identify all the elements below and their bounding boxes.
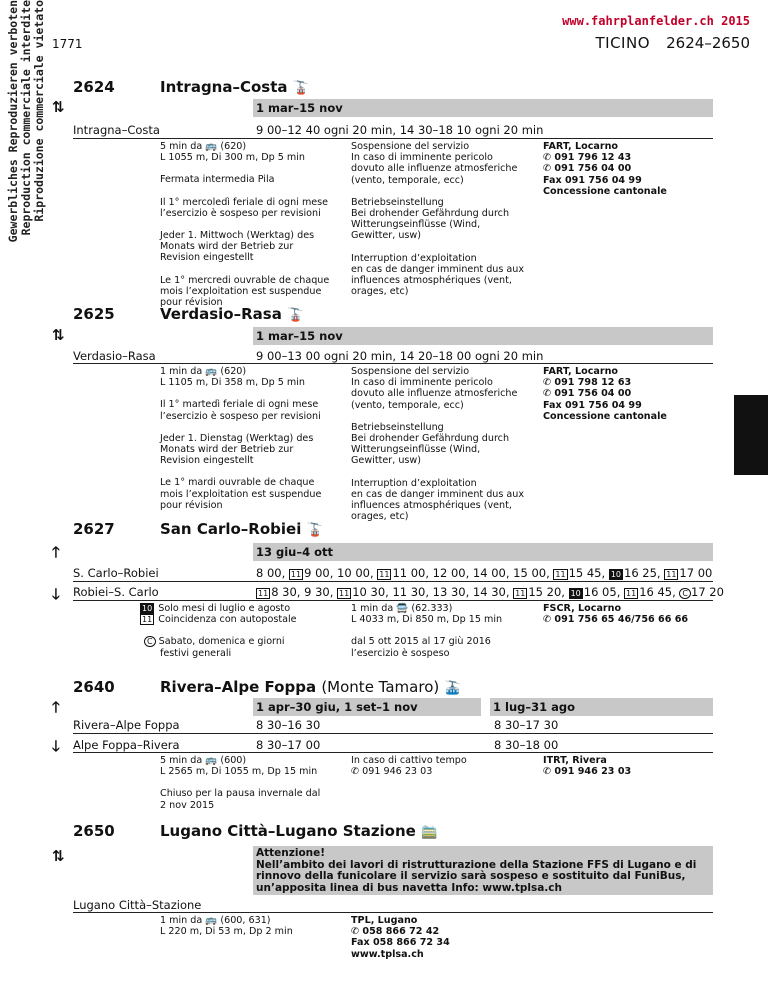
- margin-line-1: Gewerbliches Reproduzieren verboten: [6, 0, 20, 243]
- up-arrow-icon: 🡑: [52, 698, 60, 716]
- stop-name: Verdasio–Rasa: [73, 349, 156, 363]
- range-label: 2624–2650: [666, 34, 750, 52]
- section-number: 2650: [73, 822, 115, 840]
- divider: [73, 733, 713, 734]
- timetable-down: 11 8 30, 9 30, 11 10 30, 11 30, 13 30, 14 30, 11 15 20, 10 16 05, 11 16 45, C 17 20: [258, 585, 724, 599]
- timetable: 8 30–17 30: [494, 718, 559, 732]
- operator-info: FSCR, Locarno ✆ 091 756 65 46/756 66 66: [543, 603, 689, 626]
- cable-car-icon: 🚡: [306, 523, 323, 538]
- bus-icon: 🚌: [205, 755, 218, 766]
- timetable: 8 30–16 30: [256, 718, 321, 732]
- down-arrow-icon: 🡓: [52, 737, 60, 755]
- tab-marker: [734, 395, 768, 475]
- divider: [73, 581, 713, 582]
- period-bar: 1 lug–31 ago: [490, 698, 713, 716]
- notes-col2: In caso di cattivo tempo ✆ 091 946 23 03: [351, 755, 467, 778]
- margin-notice: [6, 0, 46, 300]
- timetable: 8 30–18 00: [494, 738, 559, 752]
- up-arrow-icon: 🡑: [52, 543, 60, 561]
- notes-col2: Sospensione del servizio In caso di imminente pericolo dovuto alle influenze atmosferiche (vento, temporale, ecc) Betriebseinstellung Bei drohender Gefährdung durch Witterungseinflüsse (Wind, Gewitter, usw) Interruption d’exploitation en cas de danger imminent dus aux influences atmosphériques (vent, orages, etc): [351, 141, 525, 298]
- chairlift-icon: 🚠: [444, 681, 461, 696]
- timetable: 9 00–12 40 ogni 20 min, 14 30–18 10 ogni 20 min: [256, 123, 544, 137]
- timetable: 8 30–17 00: [256, 738, 321, 752]
- both-directions-icon: ⇅: [52, 98, 65, 116]
- stop-name: S. Carlo–Robiei: [73, 566, 159, 580]
- section-title: San Carlo–Robiei 🚡: [160, 520, 323, 538]
- margin-line-2: Reproduction commerciale interdite: [19, 0, 33, 236]
- divider: [73, 912, 713, 913]
- operator-info: FART, Locarno ✆ 091 796 12 43 ✆ 091 756 04 00 Fax 091 756 04 99 Concessione cantonale: [543, 141, 667, 197]
- period-bar: 1 apr–30 giu, 1 set–1 nov: [253, 698, 481, 716]
- operator-info: FART, Locarno ✆ 091 798 12 63 ✆ 091 756 04 00 Fax 091 756 04 99 Concessione cantonale: [543, 366, 667, 422]
- stop-name: Robiei–S. Carlo: [73, 585, 159, 599]
- section-title: Rivera–Alpe Foppa (Monte Tamaro) 🚠: [160, 678, 461, 696]
- phone-icon: ✆: [351, 766, 360, 778]
- section-title: Lugano Città–Lugano Stazione 🚞: [160, 822, 438, 840]
- phone-icon: ✆: [543, 152, 552, 164]
- region-label: TICINO: [595, 34, 650, 52]
- stop-name: Lugano Città–Stazione: [73, 898, 202, 912]
- notice-box: Attenzione! Nell’ambito dei lavori di ristrutturazione della Stazione FFS di Lugano e di rinnovo della funicolare il servizio sarà sospeso e sostituito dal FuniBus, un’apposita linea di bus navetta Info: www.tplsa.ch: [253, 846, 713, 895]
- phone-icon: ✆: [543, 377, 552, 389]
- period-bar: 1 mar–15 nov: [253, 327, 713, 345]
- section-number: 2624: [73, 78, 115, 96]
- stop-name: Alpe Foppa–Rivera: [73, 738, 180, 752]
- bus-icon: 🚌: [205, 915, 218, 926]
- phone-icon: ✆: [543, 163, 552, 175]
- operator-info: TPL, Lugano ✆ 058 866 72 42 Fax 058 866 72 34 www.tplsa.ch: [351, 915, 450, 960]
- both-directions-icon: ⇅: [52, 847, 65, 865]
- timetable: 9 00–13 00 ogni 20 min, 14 20–18 00 ogni 20 min: [256, 349, 544, 363]
- period-bar: 13 giu–4 ott: [253, 543, 713, 561]
- section-number: 2625: [73, 305, 115, 323]
- notes-col1: 10 Solo mesi di luglio e agosto 11 Coincidenza con autopostale C Sabato, domenica e giorni festivi generali: [142, 603, 297, 659]
- notes-col1: 5 min da 🚌 (600) L 2565 m, Di 1055 m, Dp 15 min Chiuso per la pausa invernale dal 2 nov 2015: [160, 755, 321, 811]
- notes-col2: Sospensione del servizio In caso di imminente pericolo dovuto alle influenze atmosferiche (vento, temporale, ecc) Betriebseinstellung Bei drohender Gefährdung durch Witterungseinflüsse (Wind, Gewitter, usw) Interruption d’exploitation en cas de danger imminent dus aux influences atmosphériques (vent, orages, etc): [351, 366, 525, 523]
- section-number: 2627: [73, 520, 115, 538]
- section-title: Verdasio–Rasa 🚡: [160, 305, 304, 323]
- cable-car-icon: 🚡: [292, 81, 309, 96]
- bus-icon: 🚌: [205, 366, 218, 377]
- notes-col1: 1 min da 🚌 (600, 631) L 220 m, Di 53 m, Dp 2 min: [160, 915, 293, 938]
- divider: [73, 363, 713, 364]
- phone-icon: ✆: [351, 926, 360, 938]
- section-title: Intragna–Costa 🚡: [160, 78, 309, 96]
- divider: [73, 752, 713, 753]
- section-number: 2640: [73, 678, 115, 696]
- cable-car-icon: 🚡: [287, 308, 304, 323]
- divider: [73, 138, 713, 139]
- funicular-icon: 🚞: [421, 825, 438, 840]
- phone-icon: ✆: [543, 614, 552, 626]
- page-number: 1771: [52, 37, 83, 51]
- stop-name: Intragna–Costa: [73, 123, 160, 137]
- down-arrow-icon: 🡓: [52, 585, 60, 603]
- margin-line-3: Riproduzione commerciale vietato: [32, 0, 46, 222]
- site-label: www.fahrplanfelder.ch 2015: [562, 14, 750, 28]
- phone-icon: ✆: [543, 388, 552, 400]
- bus-icon: 🚍: [396, 603, 409, 614]
- notes-col1: 1 min da 🚌 (620) L 1105 m, Di 358 m, Dp 5 min Il 1° martedì feriale di ogni mese l’esercizio è sospeso per revisioni Jeder 1. Dienstag (Werktag) des Monats wird der Betrieb zur Revision eingestellt Le 1° mardi ouvrable de chaque mois l’exploitation est suspendue pour révision: [160, 366, 322, 511]
- timetable-up: 8 00, 11 9 00, 10 00, 11 11 00, 12 00, 14 00, 15 00, 11 15 45, 10 16 25, 11 17 00: [256, 566, 713, 580]
- stop-name: Rivera–Alpe Foppa: [73, 718, 180, 732]
- both-directions-icon: ⇅: [52, 326, 65, 344]
- notes-col1: 5 min da 🚌 (620) L 1055 m, Di 300 m, Dp 5 min Fermata intermedia Pila Il 1° mercoledì feriale di ogni mese l’esercizio è sospeso per revisioni Jeder 1. Mittwoch (Werktag) des Monats wird der Betrieb zur Revision eingestellt Le 1° mercredi ouvrable de chaque mois l’exploitation est suspendue pour révision: [160, 141, 330, 309]
- phone-icon: ✆: [543, 766, 552, 778]
- operator-info: ITRT, Rivera ✆ 091 946 23 03: [543, 755, 632, 778]
- notes-col2: 1 min da 🚍 (62.333) L 4033 m, Di 850 m, Dp 15 min dal 5 ott 2015 al 17 giù 2016 l’esercizio è sospeso: [351, 603, 503, 659]
- period-bar: 1 mar–15 nov: [253, 99, 713, 117]
- bus-icon: 🚌: [205, 141, 218, 152]
- divider: [73, 600, 713, 601]
